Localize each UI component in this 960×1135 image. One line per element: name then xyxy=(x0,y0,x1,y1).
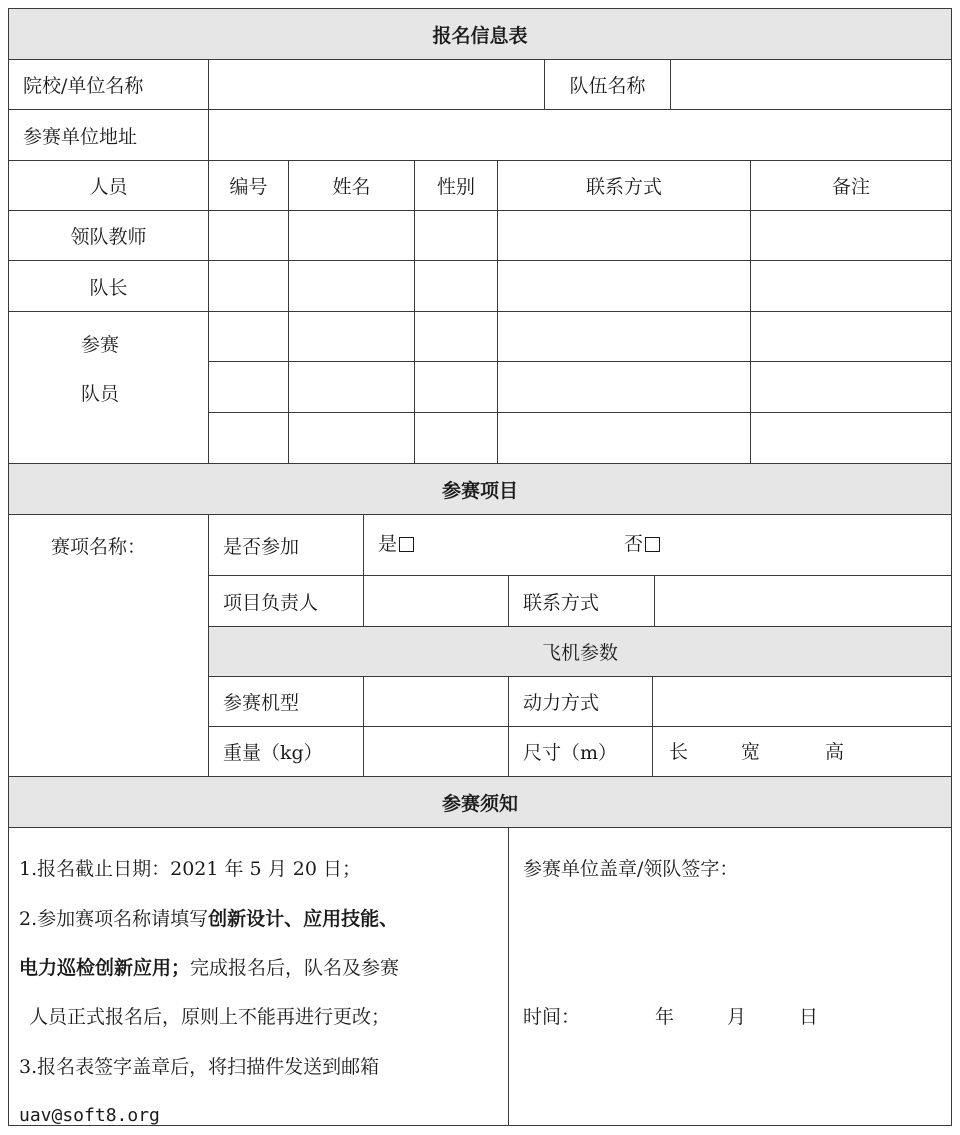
manager-label: 项目负责人 xyxy=(208,575,364,627)
table-cell[interactable] xyxy=(414,361,498,413)
role-leader-teacher: 领队教师 xyxy=(8,210,209,261)
weight-field[interactable] xyxy=(363,726,509,777)
day-label: 日 xyxy=(799,1006,819,1028)
width-label: 宽 xyxy=(741,741,761,763)
seal-signature-area[interactable] xyxy=(508,827,952,1126)
height-label: 高 xyxy=(825,741,845,763)
notice-line-2 xyxy=(19,910,499,929)
notice-line-2-prefix: 2.参加赛项名称请填写 xyxy=(19,908,209,930)
table-cell[interactable] xyxy=(414,311,498,362)
notice-line-2-bold: 创新设计、应用技能、 xyxy=(208,908,399,930)
notice-line-4: 人员正式报名后，原则上不能再进行更改； xyxy=(29,1006,391,1028)
table-cell[interactable] xyxy=(208,361,289,413)
address-field[interactable] xyxy=(208,109,952,161)
table-cell[interactable] xyxy=(414,260,498,312)
table-cell[interactable] xyxy=(288,210,415,261)
role-captain: 队长 xyxy=(8,260,209,312)
no-option[interactable] xyxy=(624,535,660,554)
table-cell[interactable] xyxy=(497,361,751,413)
weight-label: 重量（kg） xyxy=(208,726,364,777)
size-field[interactable] xyxy=(652,726,952,777)
column-header-name: 姓名 xyxy=(288,160,415,211)
column-header-person: 人员 xyxy=(8,160,209,211)
table-cell[interactable] xyxy=(750,260,952,312)
table-cell[interactable] xyxy=(288,412,415,464)
notice-line-5: 3.报名表签字盖章后，将扫描件发送到邮箱 xyxy=(19,1056,380,1078)
length-label: 长 xyxy=(669,741,689,763)
notice-line-3 xyxy=(19,959,499,978)
column-header-number: 编号 xyxy=(208,160,289,211)
no-checkbox[interactable] xyxy=(645,537,660,552)
table-cell[interactable] xyxy=(208,311,289,362)
event-name-label: 赛项名称： xyxy=(51,536,147,558)
table-cell[interactable] xyxy=(208,412,289,464)
table-cell[interactable] xyxy=(288,260,415,312)
participate-choice xyxy=(363,514,952,576)
table-cell[interactable] xyxy=(208,260,289,312)
notice-line-3-bold: 电力巡检创新应用； xyxy=(19,957,191,979)
form-title: 报名信息表 xyxy=(8,8,952,60)
table-cell[interactable] xyxy=(497,311,751,362)
table-cell[interactable] xyxy=(414,412,498,464)
seal-label: 参赛单位盖章/领队签字： xyxy=(523,858,739,880)
address-label: 参赛单位地址 xyxy=(8,109,209,161)
column-header-gender: 性别 xyxy=(414,160,498,211)
team-label: 队伍名称 xyxy=(544,59,671,110)
project-contact-field[interactable] xyxy=(654,575,952,627)
no-label: 否 xyxy=(624,533,644,555)
notice-line-1: 1.报名截止日期：2021 年 5 月 20 日； xyxy=(19,858,361,880)
table-cell[interactable] xyxy=(497,260,751,312)
table-cell[interactable] xyxy=(497,412,751,464)
school-label: 院校/单位名称 xyxy=(8,59,209,110)
yes-label: 是 xyxy=(378,533,398,555)
table-cell[interactable] xyxy=(750,210,952,261)
project-contact-label: 联系方式 xyxy=(508,575,655,627)
notice-text xyxy=(8,827,509,1126)
year-label: 年 xyxy=(655,1006,675,1028)
school-field[interactable] xyxy=(208,59,545,110)
column-header-remarks: 备注 xyxy=(750,160,952,211)
table-cell[interactable] xyxy=(414,210,498,261)
participate-label: 是否参加 xyxy=(208,514,364,576)
size-label: 尺寸（m） xyxy=(508,726,653,777)
column-header-contact: 联系方式 xyxy=(497,160,751,211)
notice-line-3-suffix: 完成报名后，队名及参赛 xyxy=(190,957,400,979)
model-field[interactable] xyxy=(363,676,509,727)
table-cell[interactable] xyxy=(497,210,751,261)
time-label: 时间： xyxy=(523,1006,581,1028)
table-cell[interactable] xyxy=(750,412,952,464)
manager-field[interactable] xyxy=(363,575,509,627)
table-cell[interactable] xyxy=(750,361,952,413)
event-name-cell[interactable] xyxy=(8,514,209,777)
aircraft-params-title: 飞机参数 xyxy=(208,626,952,677)
team-field[interactable] xyxy=(670,59,952,110)
notice-title: 参赛须知 xyxy=(8,776,952,828)
role-members-line1: 参赛 xyxy=(81,334,120,356)
table-cell[interactable] xyxy=(750,311,952,362)
table-cell[interactable] xyxy=(208,210,289,261)
power-label: 动力方式 xyxy=(508,676,653,727)
registration-form xyxy=(8,8,952,1126)
role-members xyxy=(8,311,209,464)
project-title: 参赛项目 xyxy=(8,463,952,515)
power-field[interactable] xyxy=(652,676,952,727)
table-cell[interactable] xyxy=(288,311,415,362)
table-cell[interactable] xyxy=(288,361,415,413)
role-members-line2: 队员 xyxy=(81,383,120,405)
notice-email[interactable]: uav@soft8.org xyxy=(19,1105,160,1126)
yes-option[interactable] xyxy=(378,535,414,554)
model-label: 参赛机型 xyxy=(208,676,364,727)
month-label: 月 xyxy=(727,1006,747,1028)
yes-checkbox[interactable] xyxy=(399,537,414,552)
